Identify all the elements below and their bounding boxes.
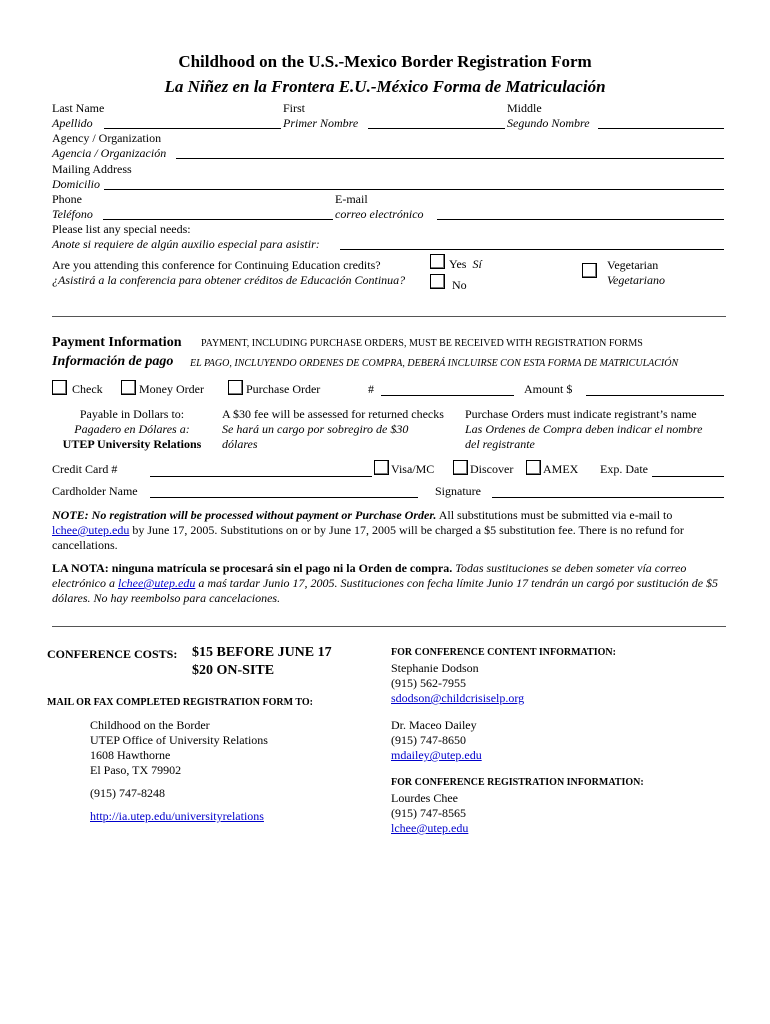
mailing-label: Mailing Address — [52, 162, 132, 176]
phone-field[interactable] — [103, 219, 333, 220]
check-label: Check — [72, 382, 103, 396]
discover-label: Discover — [470, 462, 514, 476]
last-name-label: Last Name — [52, 101, 105, 115]
fee-es-1: Se hará un cargo por sobregiro de $30 — [222, 422, 409, 436]
correo-label: correo electrónico — [335, 207, 424, 221]
credit-card-field[interactable] — [150, 476, 372, 477]
cardholder-field[interactable] — [150, 497, 418, 498]
fee-es-2: dólares — [222, 437, 258, 451]
payable-en: Payable in Dollars to: — [79, 407, 185, 421]
purchase-order-label: Purchase Order — [246, 382, 321, 396]
first-name-label: First — [283, 101, 306, 115]
section-divider-2 — [52, 626, 726, 627]
phone-label: Phone — [52, 192, 82, 206]
contact-3-phone: (915) 747-8565 — [391, 806, 466, 820]
contact-3-email-link[interactable]: lchee@utep.edu — [391, 821, 469, 835]
payable-es: Pagadero en Dólares a: — [74, 422, 190, 436]
agencia-label: Agencia / Organización — [52, 146, 167, 160]
ce-question-es: ¿Asistirá a la conferencia para obtener créditos de Educación Continua? — [52, 273, 406, 287]
mail-line-1: Childhood on the Border — [90, 718, 210, 732]
credit-card-label: Credit Card # — [52, 462, 118, 476]
registration-info-heading: FOR CONFERENCE REGISTRATION INFORMATION: — [391, 777, 644, 788]
email-field[interactable] — [437, 219, 724, 220]
money-order-checkbox[interactable] — [121, 380, 136, 395]
special-needs-field[interactable] — [340, 249, 724, 250]
note-en-email-link[interactable]: lchee@utep.edu — [52, 523, 130, 537]
mail-line-2: UTEP Office of University Relations — [90, 733, 268, 747]
telefono-label: Teléfono — [52, 207, 93, 221]
ce-no-checkbox[interactable] — [430, 274, 445, 289]
costs-label: CONFERENCE COSTS: — [47, 647, 178, 661]
mail-heading: MAIL OR FAX COMPLETED REGISTRATION FORM TO: — [47, 697, 313, 708]
costs-before: $15 BEFORE JUNE 17 — [192, 645, 332, 660]
mail-url-link[interactable]: http://ia.utep.edu/universityrelations — [90, 809, 264, 823]
contact-1-name: Stephanie Dodson — [391, 661, 479, 675]
note-es-email-link[interactable]: lchee@utep.edu — [117, 576, 196, 590]
payment-note-es: EL PAGO, INCLUYENDO ORDENES DE COMPRA, DEBERÁ INCLUIRSE CON ESTA FORMA DE MATRICULACIÓN — [190, 358, 679, 369]
purchase-order-checkbox[interactable] — [228, 380, 243, 395]
po-number-label: # — [368, 382, 374, 396]
po-note-en: Purchase Orders must indicate registrant’s name — [465, 407, 697, 421]
ce-yes-label: Yes Sí — [449, 257, 482, 271]
agency-label: Agency / Organization — [52, 131, 162, 145]
contact-1-email-link[interactable]: sdodson@childcrisiselp.org — [391, 691, 525, 705]
amount-field[interactable] — [586, 395, 724, 396]
segundo-nombre-label: Segundo Nombre — [507, 116, 590, 130]
title-es: La Niñez en la Frontera E.U.-México Forma de Matriculación — [164, 77, 606, 96]
domicilio-label: Domicilio — [52, 177, 100, 191]
ce-question-en: Are you attending this conference for Continuing Education credits? — [52, 258, 381, 272]
exp-date-field[interactable] — [652, 476, 724, 477]
costs-onsite: $20 ON-SITE — [192, 663, 275, 678]
amex-label: AMEX — [543, 462, 579, 476]
section-divider-1 — [52, 316, 726, 317]
vegetariano-label: Vegetariano — [607, 273, 665, 287]
vegetarian-checkbox[interactable] — [582, 263, 597, 278]
po-note-es-2: del registrante — [465, 437, 535, 451]
vegetarian-label: Vegetarian — [607, 258, 659, 272]
contact-2-email-link[interactable]: mdailey@utep.edu — [391, 748, 482, 762]
mail-line-4: El Paso, TX 79902 — [90, 763, 182, 777]
ce-no-label: No — [452, 278, 467, 292]
middle-name-label: Middle — [507, 101, 542, 115]
last-name-field[interactable] — [104, 128, 281, 129]
amex-checkbox[interactable] — [526, 460, 541, 475]
visa-checkbox[interactable] — [374, 460, 389, 475]
contact-2-name: Dr. Maceo Dailey — [391, 718, 477, 732]
special-needs-label: Please list any special needs: — [52, 222, 191, 236]
exp-date-label: Exp. Date — [600, 462, 648, 476]
ce-yes-checkbox[interactable] — [430, 254, 445, 269]
special-needs-es-label: Anote si requiere de algún auxilio especial para asistir: — [52, 237, 320, 251]
apellido-label: Apellido — [52, 116, 93, 130]
first-name-field[interactable] — [368, 128, 505, 129]
money-order-label: Money Order — [139, 382, 204, 396]
content-info-heading: FOR CONFERENCE CONTENT INFORMATION: — [391, 647, 616, 658]
mail-phone: (915) 747-8248 — [90, 786, 165, 800]
title-en: Childhood on the U.S.-Mexico Border Registration Form — [178, 52, 592, 71]
payment-heading-es: Información de pago — [52, 354, 174, 369]
contact-3-name: Lourdes Chee — [391, 791, 458, 805]
discover-checkbox[interactable] — [453, 460, 468, 475]
visa-label: Visa/MC — [391, 462, 435, 476]
payment-note-en: PAYMENT, INCLUDING PURCHASE ORDERS, MUST BE RECEIVED WITH REGISTRATION FORMS — [201, 338, 643, 349]
mail-line-3: 1608 Hawthorne — [90, 748, 171, 762]
check-checkbox[interactable] — [52, 380, 67, 395]
contact-1-phone: (915) 562-7955 — [391, 676, 466, 690]
agency-field[interactable] — [176, 158, 724, 159]
email-label: E-mail — [335, 192, 368, 206]
note-en: NOTE: No registration will be processed without payment or Purchase Order. All substitutions must be submitted via e-mail to lchee@utep.edu by June 17, 2005. Substitutions on or by June 17, 2005 will be charged a $5 substitution fee. There is no refund for cancellations. — [52, 508, 684, 552]
payee-name: UTEP University Relations — [62, 437, 202, 451]
payment-heading-en: Payment Information — [52, 335, 182, 350]
primer-nombre-label: Primer Nombre — [283, 116, 359, 130]
signature-label: Signature — [435, 484, 481, 498]
amount-label: Amount $ — [524, 382, 573, 396]
note-es: LA NOTA: ninguna matrícula se procesará sin el pago ni la Orden de compra. Todas sustituciones se deben someter vía correo electrónico a lchee@utep.edu a maś tardar Junio 17, 2005. Sustituciones con fecha límite Junio 17 tendrán un cargó por sustitución de $5 dólares. No hay reembolso para cancelaciones. — [52, 561, 719, 605]
fee-en: A $30 fee will be assessed for returned checks — [222, 407, 444, 421]
po-note-es-1: Las Ordenes de Compra deben indicar el nombre — [465, 422, 703, 436]
mailing-field[interactable] — [104, 189, 724, 190]
middle-name-field[interactable] — [598, 128, 724, 129]
cardholder-label: Cardholder Name — [52, 484, 138, 498]
contact-2-phone: (915) 747-8650 — [391, 733, 466, 747]
signature-field[interactable] — [492, 497, 724, 498]
po-number-field[interactable] — [381, 395, 514, 396]
